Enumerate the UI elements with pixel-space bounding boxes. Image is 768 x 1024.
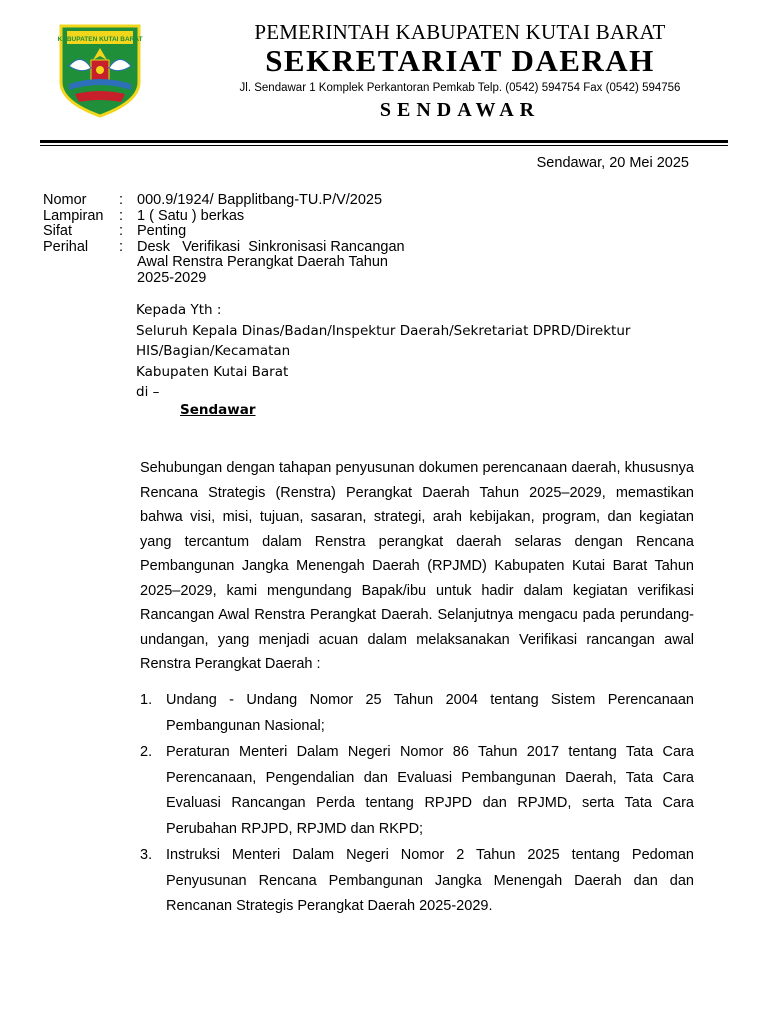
svg-text:KABUPATEN KUTAI BARAT: KABUPATEN KUTAI BARAT [57, 36, 143, 43]
recipient-line: di – [136, 384, 160, 400]
letterhead-office: SEKRETARIAT DAERAH [265, 43, 655, 78]
meta-colon: : [119, 207, 124, 224]
letter-date: Sendawar, 20 Mei 2025 [536, 155, 689, 171]
meta-colon: : [119, 192, 124, 208]
recipient-line: HIS/Bagian/Kecamatan [136, 343, 291, 359]
letterhead-government: PEMERINTAH KABUPATEN KUTAI BARAT [254, 20, 666, 44]
list-text: Undang - Undang Nomor 25 Tahun 2004 tentang Sistem Perencanaan Pembangunan Nasional; [166, 692, 694, 734]
letter-meta [43, 193, 457, 286]
meta-value: Desk Verifikasi Sinkronisasi Rancangan Awal Renstra Perangkat Daerah Tahun 2025-2029 [137, 238, 412, 286]
meta-label: Nomor [43, 192, 87, 208]
meta-colon: : [119, 223, 124, 239]
list-text: Peraturan Menteri Dalam Negeri Nomor 86 Tahun 2017 tentang Tata Cara Perencanaan, Pengendalian dan Evaluasi Pembangunan Daerah, Tata Cara Evaluasi Rancangan Perda tentang RPJPD dan RPJMD, serta Tata Cara Perubahan RPJPD, RPJMD dan RKPD; [166, 744, 694, 837]
meta-colon: : [119, 238, 124, 255]
list-number: 2. [140, 744, 153, 760]
meta-row-sifat [43, 224, 457, 240]
regulation-list [140, 688, 694, 921]
meta-value: 000.9/1924/ Bapplitbang-TU.P/V/2025 [137, 192, 383, 208]
list-text: Instruksi Menteri Dalam Negeri Nomor 2 Tahun 2025 tentang Pedoman Penyusunan Rencana Pembangunan Jangka Menengah Daerah dan dan Rencanan Strategis Perangkat Daerah 2025-2029. [166, 847, 694, 914]
recipient-line: Seluruh Kepala Dinas/Badan/Inspektur Daerah/Sekretariat DPRD/Direktur [136, 322, 631, 339]
letterhead-address: Jl. Sendawar 1 Komplek Perkantoran Pemkab Telp. (0542) 594754 Fax (0542) 594756 [239, 82, 681, 94]
meta-label: Sifat [43, 223, 73, 239]
meta-row-nomor [43, 193, 457, 209]
meta-label: Perihal [43, 238, 89, 255]
letterhead-rule-thin [40, 145, 728, 146]
meta-row-lampiran [43, 209, 457, 225]
meta-value: 1 ( Satu ) berkas [137, 207, 245, 224]
recipient-block [136, 300, 630, 403]
list-number: 3. [140, 847, 153, 863]
list-number: 1. [140, 692, 153, 708]
body-paragraph: Sehubungan dengan tahapan penyusunan dokumen perencanaan daerah, khususnya Rencana Strategis (Renstra) Perangkat Daerah Tahun 2025–2029, memastikan bahwa visi, misi, tujuan, sasaran, strategi, arah kebijakan, program, dan kegiatan yang tercantum dalam Renstra perangkat daerah selaras dengan Rencana Pembangunan Jangka Menengah Daerah (RPJMD) Kabupaten Kutai Barat Tahun 2025–2029, kami mengundang Bapak/ibu untuk hadir dalam kegiatan verifikasi Rancangan Awal Renstra Perangkat Daerah. Selanjutnya mengacu pada perundang-undangan, yang menjadi acuan dalam melaksanakan Verifikasi rancangan awal Renstra Perangkat Daerah : [140, 460, 694, 672]
letterhead-city: SENDAWAR [379, 99, 541, 121]
recipient-place: Sendawar [180, 402, 256, 418]
meta-value: Penting [137, 223, 187, 239]
recipient-line: Kepada Yth : [136, 302, 222, 318]
meta-row-perihal [43, 240, 457, 287]
list-item [140, 843, 694, 920]
list-item [140, 688, 694, 739]
recipient-line: Kabupaten Kutai Barat [136, 363, 289, 380]
regency-logo [55, 22, 145, 118]
meta-label: Lampiran [43, 207, 104, 224]
letterhead-rule-thick [40, 140, 728, 143]
list-item [140, 740, 694, 842]
